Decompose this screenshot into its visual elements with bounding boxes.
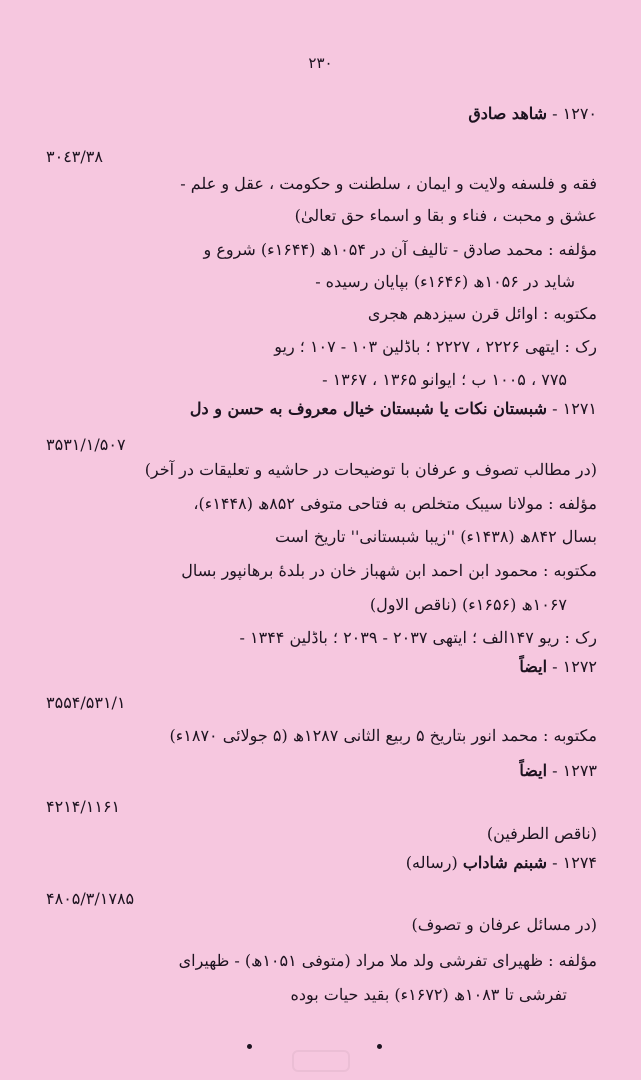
entry-1270-line: مکتوبه : اوائل قرن سیزدهم هجری bbox=[367, 304, 597, 323]
shelfmark: ۴۲۱۴/۱۱۶۱ bbox=[46, 797, 121, 816]
entry-1273-line: (ناقص الطرفین) bbox=[486, 824, 597, 843]
entry-1271-line: مؤلفه : مولانا سیبک متخلص به فتاحی متوفی ۸۵۲ھ (۱۴۴۸ء)، bbox=[193, 494, 597, 513]
page-mark-dot bbox=[377, 1044, 382, 1049]
entry-1271-line: رک : ریو ۱۴۷الف ؛ ایتهی ۲۰۳۷ - ۲۰۳۹ ؛ باڈلین ۱۳۴۴ - bbox=[239, 628, 597, 647]
entry-1271-line: ۱۰۶۷ھ (۱۶۵۶ء) (ناقص الاول) bbox=[369, 595, 567, 614]
entry-title-suffix: (رساله) bbox=[405, 853, 458, 872]
entry-1273-heading bbox=[519, 760, 597, 782]
entry-1270-line: شاید در ۱۰۵۶ھ (۱۶۴۶ء) بپایان رسیده - bbox=[315, 272, 575, 291]
entry-title: شاهد صادق bbox=[468, 104, 548, 123]
entry-1274-line: مؤلفه : ظهیرای تفرشی ولد ملا مراد (متوفی ۱۰۵۱ھ) - ظهیرای bbox=[178, 951, 597, 970]
shelfmark: ٣٠٤٣/٣٨ bbox=[46, 147, 103, 166]
entry-1274-line: (در مسائل عرفان و تصوف) bbox=[411, 915, 597, 934]
entry-1270-line: مؤلفه : محمد صادق - تالیف آن در ۱۰۵۴ھ (۱۶۴۴ء) شروع و bbox=[203, 240, 597, 259]
entry-number: ۱۲۷۴ - bbox=[552, 853, 597, 872]
entry-1270-line: رک : ایتهی ۲۲۲۶ ، ۲۲۲۷ ؛ باڈلین ۱۰۳ - ۱۰۷ ؛ ریو bbox=[274, 337, 597, 356]
entry-title: شبستان نکات یا شبستان خیال معروف به حسن و دل bbox=[189, 399, 548, 418]
page-number: ۲۳۰ bbox=[308, 54, 333, 72]
entry-1270-line: عشق و محبت ، فناء و بقا و اسماء حق تعالیٰ) bbox=[294, 206, 597, 225]
shelfmark: ۴۸۰۵/۳/۱۷۸۵ bbox=[46, 889, 135, 908]
entry-1271-line: مکتوبه : محمود ابن احمد ابن شهباز خان در بلدهٔ برهانپور بسال bbox=[181, 561, 597, 580]
entry-1270-heading bbox=[468, 103, 597, 125]
entry-1274-line: تفرشی تا ۱۰۸۳ھ (۱۶۷۲ء) بقید حیات بوده bbox=[290, 985, 567, 1004]
page-mark-dot bbox=[247, 1044, 252, 1049]
entry-1271-line: بسال ۸۴۲ھ (۱۴۳۸ء) ''زیبا شبستانی'' تاریخ است bbox=[275, 527, 597, 546]
entry-1270-line: فقه و فلسفه ولایت و ایمان ، سلطنت و حکومت ، عقل و علم - bbox=[180, 174, 597, 193]
entry-title: ایضاً bbox=[519, 657, 548, 676]
entry-1270-line: ۷۷۵ ، ۱۰۰۵ ب ؛ ایوانو ۱۳۶۵ ، ۱۳۶۷ - bbox=[322, 370, 567, 389]
entry-number: ۱۲۷۳ - bbox=[552, 761, 597, 780]
faded-stamp bbox=[292, 1050, 350, 1072]
entry-title: شبنم شاداب bbox=[462, 853, 548, 872]
shelfmark: ۳۵۵۴/۵۳۱/۱ bbox=[46, 693, 126, 712]
shelfmark: ۳۵۳۱/۱/۵۰۷ bbox=[46, 435, 126, 454]
entry-1272-heading bbox=[519, 656, 597, 678]
entry-1272-line: مکتوبه : محمد انور بتاریخ ۵ ربیع الثانی ۱۲۸۷ھ (۵ جولائی ۱۸۷۰ء) bbox=[169, 726, 597, 745]
entry-1271-line: (در مطالب تصوف و عرفان با توضیحات در حاشیه و تعلیقات در آخر) bbox=[144, 460, 597, 479]
entry-1271-heading bbox=[190, 398, 597, 420]
entry-title: ایضاً bbox=[519, 761, 548, 780]
entry-number: ۱۲۷۲ - bbox=[552, 657, 597, 676]
entry-1274-heading bbox=[406, 852, 597, 874]
entry-number: ۱۲۷۰ - bbox=[552, 104, 597, 123]
entry-number: ۱۲۷۱ - bbox=[552, 399, 597, 418]
